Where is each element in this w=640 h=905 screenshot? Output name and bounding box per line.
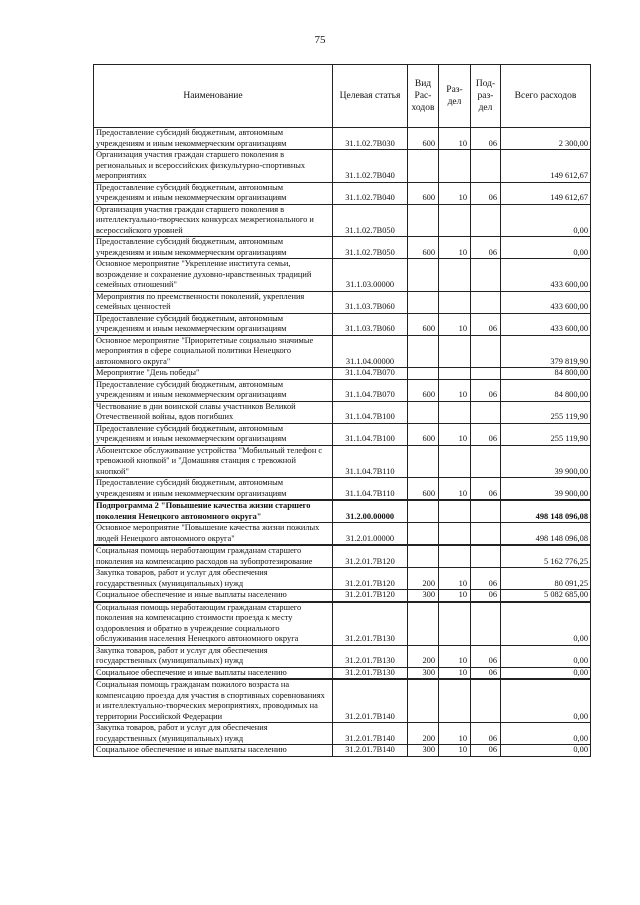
table-row xyxy=(94,500,591,523)
row-target-code: 31.1.04.7В100 xyxy=(333,423,408,445)
row-vid: 300 xyxy=(408,667,439,679)
row-target-code: 31.2.01.7В120 xyxy=(333,545,408,568)
row-target-code: 31.1.03.00000 xyxy=(333,259,408,292)
row-razdel xyxy=(439,523,471,546)
row-vid xyxy=(408,500,439,523)
row-target-code: 31.2.00.00000 xyxy=(333,500,408,523)
row-vid xyxy=(408,679,439,723)
row-total: 0,00 xyxy=(501,204,591,237)
table-row xyxy=(94,128,591,150)
row-vid: 600 xyxy=(408,313,439,335)
row-podrazdel: 06 xyxy=(471,128,501,150)
row-total: 149 612,67 xyxy=(501,182,591,204)
row-razdel: 10 xyxy=(439,478,471,501)
row-podrazdel: 06 xyxy=(471,313,501,335)
row-vid: 300 xyxy=(408,590,439,602)
row-razdel xyxy=(439,602,471,646)
row-target-code: 31.2.01.7В130 xyxy=(333,602,408,646)
row-name: Социальная помощь неработающим гражданам старшего поколения на компенсацию стоимости проезда к месту оздоровления и обратно в учреждение социального обслуживания населения Ненецкого автономного округа xyxy=(94,602,333,646)
row-target-code: 31.1.02.7В040 xyxy=(333,182,408,204)
row-name: Социальное обеспечение и иные выплаты населению xyxy=(94,667,333,679)
table-row xyxy=(94,423,591,445)
row-target-code: 31.1.04.7В100 xyxy=(333,401,408,423)
row-razdel xyxy=(439,679,471,723)
row-vid: 600 xyxy=(408,423,439,445)
row-razdel xyxy=(439,445,471,478)
header-target: Целевая статья xyxy=(333,65,408,128)
row-podrazdel: 06 xyxy=(471,723,501,745)
row-target-code: 31.1.02.7В050 xyxy=(333,237,408,259)
row-vid: 200 xyxy=(408,645,439,667)
row-total: 39 900,00 xyxy=(501,478,591,501)
row-podrazdel: 06 xyxy=(471,237,501,259)
table-row xyxy=(94,368,591,380)
row-name: Предоставление субсидий бюджетным, автономным учреждениям и иным некоммерческим организациям xyxy=(94,313,333,335)
row-total: 498 148 096,08 xyxy=(501,500,591,523)
header-vid: Вид Рас- ходов xyxy=(408,65,439,128)
table-row xyxy=(94,545,591,568)
row-vid xyxy=(408,335,439,368)
row-target-code: 31.2.01.7В130 xyxy=(333,667,408,679)
table-row xyxy=(94,150,591,183)
row-name: Предоставление субсидий бюджетным, автономным учреждениям и иным некоммерческим организациям xyxy=(94,379,333,401)
row-podrazdel xyxy=(471,204,501,237)
row-razdel: 10 xyxy=(439,745,471,757)
row-total: 379 819,90 xyxy=(501,335,591,368)
table-row xyxy=(94,204,591,237)
row-target-code: 31.2.01.7В140 xyxy=(333,745,408,757)
row-podrazdel: 06 xyxy=(471,182,501,204)
row-vid xyxy=(408,291,439,313)
row-target-code: 31.1.04.7В110 xyxy=(333,445,408,478)
row-total: 433 600,00 xyxy=(501,259,591,292)
row-podrazdel: 06 xyxy=(471,590,501,602)
page-number: 75 xyxy=(314,34,326,46)
row-razdel xyxy=(439,150,471,183)
table-row xyxy=(94,667,591,679)
row-total: 433 600,00 xyxy=(501,313,591,335)
row-vid: 600 xyxy=(408,128,439,150)
table-row xyxy=(94,602,591,646)
row-target-code: 31.2.01.7В130 xyxy=(333,645,408,667)
table-row xyxy=(94,478,591,501)
row-razdel xyxy=(439,291,471,313)
row-total: 5 082 685,00 xyxy=(501,590,591,602)
table-row xyxy=(94,523,591,546)
row-vid xyxy=(408,401,439,423)
row-name: Основное мероприятие "Повышение качества жизни пожилых людей Ненецкого автономного округа" xyxy=(94,523,333,546)
header-podrazdel: Под- раз- дел xyxy=(471,65,501,128)
table-row xyxy=(94,335,591,368)
row-name: Предоставление субсидий бюджетным, автономным учреждениям и иным некоммерческим организациям xyxy=(94,128,333,150)
table-row xyxy=(94,291,591,313)
row-podrazdel xyxy=(471,291,501,313)
row-vid: 600 xyxy=(408,478,439,501)
row-podrazdel xyxy=(471,500,501,523)
row-target-code: 31.1.04.7В110 xyxy=(333,478,408,501)
table-row xyxy=(94,237,591,259)
row-target-code: 31.2.01.7В140 xyxy=(333,723,408,745)
row-podrazdel xyxy=(471,602,501,646)
row-target-code: 31.1.03.7В060 xyxy=(333,313,408,335)
table-row xyxy=(94,679,591,723)
table-row xyxy=(94,401,591,423)
row-razdel: 10 xyxy=(439,182,471,204)
row-vid xyxy=(408,259,439,292)
row-target-code: 31.1.04.7В070 xyxy=(333,379,408,401)
row-target-code: 31.1.04.00000 xyxy=(333,335,408,368)
row-total: 433 600,00 xyxy=(501,291,591,313)
row-vid xyxy=(408,445,439,478)
table-row xyxy=(94,568,591,590)
row-vid xyxy=(408,545,439,568)
row-name: Закупка товаров, работ и услуг для обеспечения государственных (муниципальных) нужд xyxy=(94,723,333,745)
row-razdel: 10 xyxy=(439,379,471,401)
row-total: 84 800,00 xyxy=(501,368,591,380)
row-podrazdel xyxy=(471,401,501,423)
row-vid xyxy=(408,368,439,380)
row-total: 255 119,90 xyxy=(501,401,591,423)
row-name: Предоставление субсидий бюджетным, автономным учреждениям и иным некоммерческим организациям xyxy=(94,478,333,501)
row-razdel: 10 xyxy=(439,423,471,445)
table-row xyxy=(94,445,591,478)
row-total: 2 300,00 xyxy=(501,128,591,150)
row-razdel xyxy=(439,545,471,568)
row-total: 0,00 xyxy=(501,237,591,259)
row-target-code: 31.2.01.7В140 xyxy=(333,679,408,723)
row-razdel xyxy=(439,368,471,380)
row-vid: 600 xyxy=(408,379,439,401)
row-razdel xyxy=(439,401,471,423)
row-total: 39 900,00 xyxy=(501,445,591,478)
row-razdel: 10 xyxy=(439,128,471,150)
row-name: Закупка товаров, работ и услуг для обеспечения государственных (муниципальных) нужд xyxy=(94,568,333,590)
row-vid xyxy=(408,523,439,546)
row-vid: 600 xyxy=(408,182,439,204)
row-name: Организация участия граждан старшего поколения в интеллектуально-творческих конкурсах межрегионального и всероссийского уровней xyxy=(94,204,333,237)
row-name: Социальная помощь гражданам пожилого возраста на компенсацию проезда для участия в спортивных соревнованиях и интеллектуально-творческих мероприятиях, проводимых на территории Российской Федерации xyxy=(94,679,333,723)
row-target-code: 31.2.01.00000 xyxy=(333,523,408,546)
row-podrazdel: 06 xyxy=(471,645,501,667)
row-name: Предоставление субсидий бюджетным, автономным учреждениям и иным некоммерческим организациям xyxy=(94,423,333,445)
row-name: Предоставление субсидий бюджетным, автономным учреждениям и иным некоммерческим организациям xyxy=(94,182,333,204)
row-podrazdel: 06 xyxy=(471,667,501,679)
row-total: 498 148 096,08 xyxy=(501,523,591,546)
row-podrazdel: 06 xyxy=(471,568,501,590)
table-row xyxy=(94,745,591,757)
header-razdel: Раз- дел xyxy=(439,65,471,128)
row-target-code: 31.1.03.7В060 xyxy=(333,291,408,313)
table-row xyxy=(94,182,591,204)
row-vid xyxy=(408,204,439,237)
budget-table xyxy=(93,64,591,757)
row-razdel: 10 xyxy=(439,237,471,259)
row-name: Основное мероприятие "Укрепление института семьи, возрождение и сохранение духовно-нравственных традиций семейных отношений" xyxy=(94,259,333,292)
row-podrazdel xyxy=(471,679,501,723)
row-razdel xyxy=(439,500,471,523)
row-razdel: 10 xyxy=(439,645,471,667)
row-target-code: 31.2.01.7В120 xyxy=(333,568,408,590)
row-razdel xyxy=(439,204,471,237)
row-total: 80 091,25 xyxy=(501,568,591,590)
row-podrazdel: 06 xyxy=(471,745,501,757)
row-razdel xyxy=(439,259,471,292)
table-row xyxy=(94,645,591,667)
row-name: Подпрограмма 2 "Повышение качества жизни старшего поколения Ненецкого автономного округа" xyxy=(94,500,333,523)
row-total: 5 162 776,25 xyxy=(501,545,591,568)
table-row xyxy=(94,723,591,745)
row-name: Чествование в дни воинской славы участников Великой Отечественной войны, вдов погибших xyxy=(94,401,333,423)
row-razdel: 10 xyxy=(439,723,471,745)
row-vid: 600 xyxy=(408,237,439,259)
row-podrazdel: 06 xyxy=(471,423,501,445)
row-vid: 200 xyxy=(408,568,439,590)
row-total: 0,00 xyxy=(501,679,591,723)
row-podrazdel xyxy=(471,545,501,568)
row-total: 0,00 xyxy=(501,745,591,757)
row-name: Абонентское обслуживание устройства "Мобильный телефон с тревожной кнопкой" и "Домашняя станция с тревожной кнопкой" xyxy=(94,445,333,478)
row-razdel: 10 xyxy=(439,313,471,335)
row-total: 0,00 xyxy=(501,645,591,667)
row-podrazdel: 06 xyxy=(471,478,501,501)
row-target-code: 31.1.02.7В040 xyxy=(333,150,408,183)
row-target-code: 31.2.01.7В120 xyxy=(333,590,408,602)
header-total: Всего расходов xyxy=(501,65,591,128)
row-total: 0,00 xyxy=(501,602,591,646)
row-name: Основное мероприятие "Приоритетные социально значимые мероприятия в сфере социальной политики Ненецкого автономного округа" xyxy=(94,335,333,368)
table-row xyxy=(94,313,591,335)
row-name: Предоставление субсидий бюджетным, автономным учреждениям и иным некоммерческим организациям xyxy=(94,237,333,259)
row-name: Социальное обеспечение и иные выплаты населению xyxy=(94,745,333,757)
row-name: Мероприятия по преемственности поколений, укрепления семейных ценностей xyxy=(94,291,333,313)
row-name: Организация участия граждан старшего поколения в региональных и всероссийских физкультурно-спортивных мероприятиях xyxy=(94,150,333,183)
row-vid: 300 xyxy=(408,745,439,757)
header-name: Наименование xyxy=(94,65,333,128)
row-total: 255 119,90 xyxy=(501,423,591,445)
row-target-code: 31.1.02.7В050 xyxy=(333,204,408,237)
row-podrazdel xyxy=(471,368,501,380)
row-razdel: 10 xyxy=(439,568,471,590)
row-podrazdel xyxy=(471,259,501,292)
row-vid xyxy=(408,150,439,183)
table-row xyxy=(94,379,591,401)
row-total: 0,00 xyxy=(501,667,591,679)
row-name: Социальная помощь неработающим гражданам старшего поколения на компенсацию расходов на зубопротезирование xyxy=(94,545,333,568)
row-total: 84 800,00 xyxy=(501,379,591,401)
row-vid xyxy=(408,602,439,646)
row-razdel: 10 xyxy=(439,590,471,602)
row-podrazdel xyxy=(471,445,501,478)
row-name: Мероприятие "День победы" xyxy=(94,368,333,380)
table-body xyxy=(94,128,591,757)
row-target-code: 31.1.04.7В070 xyxy=(333,368,408,380)
row-podrazdel xyxy=(471,335,501,368)
row-vid: 200 xyxy=(408,723,439,745)
row-target-code: 31.1.02.7В030 xyxy=(333,128,408,150)
row-total: 149 612,67 xyxy=(501,150,591,183)
row-podrazdel: 06 xyxy=(471,379,501,401)
table-header xyxy=(94,65,591,128)
table-row xyxy=(94,259,591,292)
row-podrazdel xyxy=(471,150,501,183)
row-name: Закупка товаров, работ и услуг для обеспечения государственных (муниципальных) нужд xyxy=(94,645,333,667)
row-name: Социальное обеспечение и иные выплаты населению xyxy=(94,590,333,602)
row-razdel xyxy=(439,335,471,368)
row-podrazdel xyxy=(471,523,501,546)
row-total: 0,00 xyxy=(501,723,591,745)
table-row xyxy=(94,590,591,602)
row-razdel: 10 xyxy=(439,667,471,679)
